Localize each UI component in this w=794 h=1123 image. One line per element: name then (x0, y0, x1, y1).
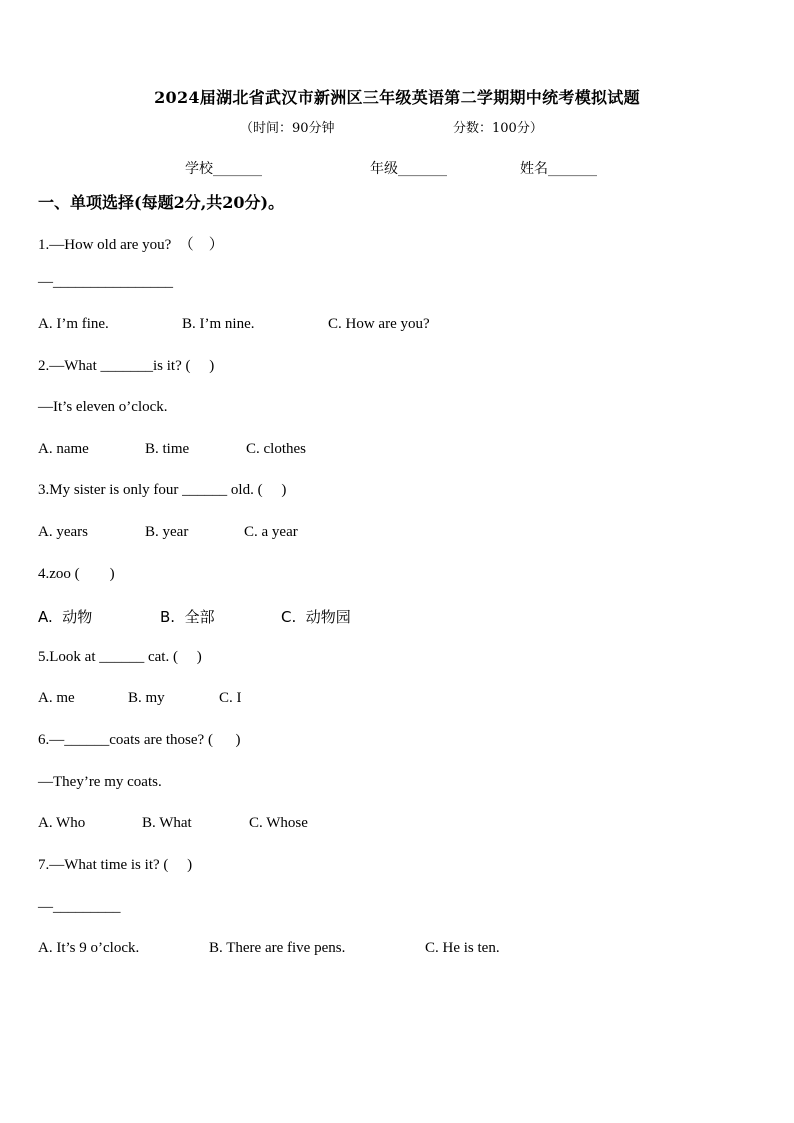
q3-option-c: C. a year (244, 524, 298, 540)
q3-option-b: B. year (145, 524, 189, 540)
grade-field: 年级_______ (370, 161, 447, 177)
exam-time: （时间：90分钟 (240, 121, 335, 136)
q5-line-1: 5.Look at ______ cat. ( ) (38, 649, 202, 665)
school-field: 学校_______ (185, 161, 262, 177)
q6-option-b: B. What (142, 815, 192, 831)
q7-option-c: C. He is ten. (425, 940, 500, 956)
name-field: 姓名_______ (520, 161, 597, 177)
q7-line-1: 7.—What time is it? ( ) (38, 857, 193, 873)
q7-option-a: A. It’s 9 o’clock. (38, 940, 140, 956)
exam-score: 分数：100分） (453, 121, 543, 136)
q5-option-a: A. me (38, 690, 75, 706)
q7-line-2: —_________ (38, 899, 121, 915)
q3-option-a: A. years (38, 524, 88, 540)
q6-line-1: 6.—______coats are those? ( ) (38, 732, 241, 748)
q3-line-1: 3.My sister is only four ______ old. ( ) (38, 482, 287, 498)
exam-title: 2024届湖北省武汉市新洲区三年级英语第二学期期中统考模拟试题 (154, 88, 640, 107)
q1-line-2: —________________ (38, 274, 173, 290)
q1-option-b: B. I’m nine. (182, 316, 255, 332)
q1-option-c: C. How are you? (328, 316, 430, 332)
q4-line-1: 4.zoo ( ) (38, 566, 115, 582)
q2-line-2: —It’s eleven o’clock. (38, 399, 168, 415)
q1-option-a: A. I’m fine. (38, 316, 109, 332)
q4-option-b: B. 全部 (160, 608, 215, 626)
q5-option-b: B. my (128, 690, 165, 706)
q6-line-2: —They’re my coats. (38, 774, 162, 790)
q7-option-b: B. There are five pens. (209, 940, 346, 956)
q2-line-1: 2.—What _______is it? ( ) (38, 358, 215, 374)
q6-option-c: C. Whose (249, 815, 308, 831)
q4-option-c: C. 动物园 (281, 608, 351, 626)
q2-option-c: C. clothes (246, 441, 306, 457)
q5-option-c: C. I (219, 690, 242, 706)
q6-option-a: A. Who (38, 815, 86, 831)
q2-option-a: A. name (38, 441, 89, 457)
section-heading: 一、单项选择(每题2分,共20分)。 (38, 193, 285, 212)
q1-line-1: 1.—How old are you? （ ） (38, 237, 224, 253)
q2-option-b: B. time (145, 441, 190, 457)
q4-option-a: A. 动物 (38, 608, 93, 626)
